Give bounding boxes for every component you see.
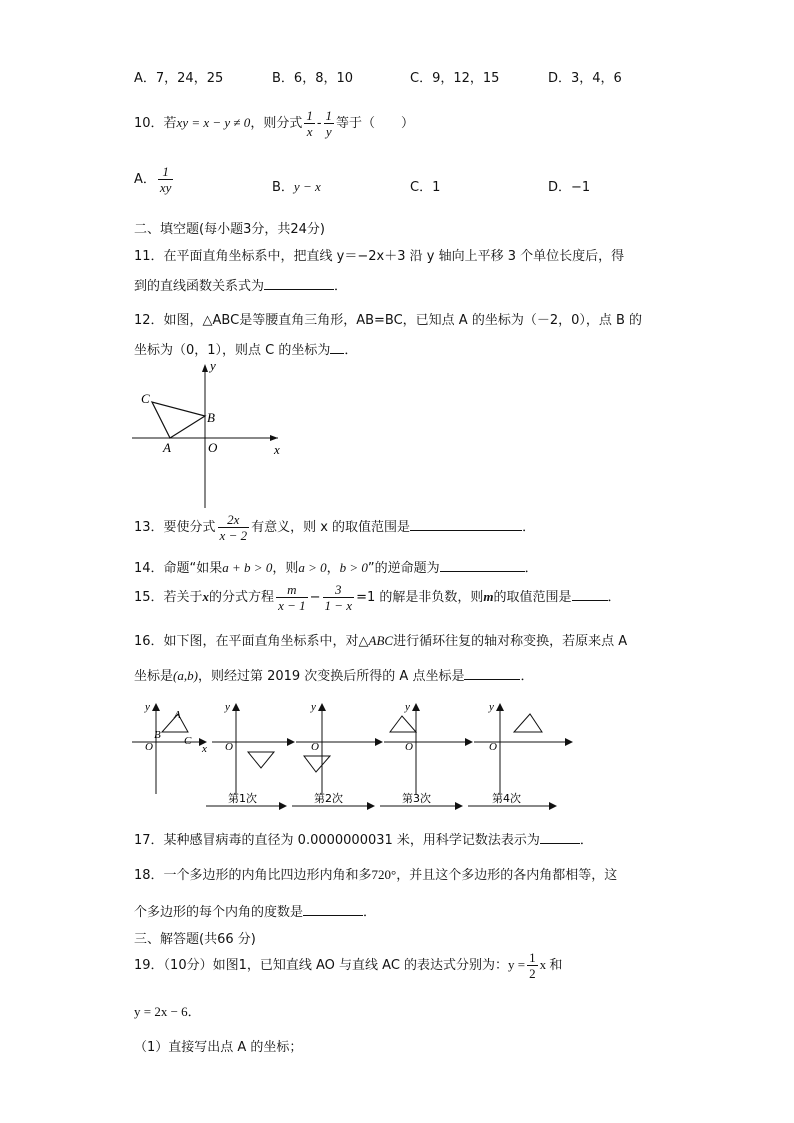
q16-panel-2: [212, 701, 294, 794]
q10-option-a: A． $\frac{1}{xy}$: [134, 164, 172, 195]
q12-triangle: [152, 402, 205, 438]
q19-subquestion-1: （1）直接写出点 A 的坐标；: [134, 1040, 303, 1055]
q12-label-a: A: [163, 440, 171, 455]
svg-text:A: A: [174, 709, 181, 721]
q12-line2: 坐标为（0，1），则点 C 的坐标为 ．: [134, 343, 358, 358]
step-4-label: 第4次: [492, 792, 521, 805]
q16-panel-5: [474, 701, 572, 794]
q12-y-arrow-icon: [202, 364, 208, 372]
q14-answer-blank[interactable]: [440, 559, 525, 572]
q14: 14．命题“如果a + b > 0，则a > 0，b > 0”的逆命题为 ．: [134, 560, 538, 576]
q12-label-b: B: [207, 410, 215, 425]
svg-text:y: y: [311, 701, 316, 713]
q17: 17．某种感冒病毒的直径为 0.0000000031 米，用科学记数法表示为 ．: [134, 833, 593, 848]
svg-text:y: y: [489, 701, 494, 713]
svg-text:B: B: [154, 729, 161, 741]
q16-panel-original: [132, 701, 207, 794]
q10-option-b: B．y − x: [272, 179, 321, 195]
q10-option-c: C．1: [410, 180, 441, 195]
q12-label-x: x: [274, 442, 280, 457]
svg-text:y: y: [225, 701, 230, 713]
svg-text:C: C: [184, 735, 192, 747]
q16-line2: 坐标是(a,b)，则经过第 2019 次变换后所得的 A 点坐标是 ．: [134, 668, 534, 684]
step-3-label: 第3次: [402, 792, 431, 805]
svg-text:y: y: [145, 701, 150, 713]
svg-text:O: O: [405, 741, 413, 753]
q18-line2: 个多边形的每个内角的度数是 ．: [134, 905, 377, 920]
q12-answer-blank[interactable]: [330, 341, 344, 354]
q15: 15．若关于x的分式方程 $\frac{m}{x - 1}$ − $\frac{3}{1 - x}$ =1 的解是非负数，则m的取值范围是 ．: [134, 582, 621, 613]
q10-stem: [134, 108, 414, 139]
q16-triangle-4: [390, 716, 416, 732]
q17-answer-blank[interactable]: [540, 831, 580, 844]
q12-x-arrow-icon: [270, 435, 278, 441]
q9-option-d: D．3，4，6: [548, 71, 622, 86]
q11-answer-blank[interactable]: [264, 277, 334, 290]
svg-text:O: O: [311, 741, 319, 753]
q16-panel-4: [384, 701, 472, 794]
q16-panel-3: [296, 701, 382, 794]
q10-number: 10．若: [134, 116, 177, 131]
q18-answer-blank[interactable]: [303, 903, 363, 916]
q10-fraction-2: $\frac{1}{y}$: [325, 108, 333, 139]
svg-text:O: O: [145, 741, 153, 753]
q16-step-arrows: [206, 791, 556, 806]
svg-text:x: x: [202, 743, 207, 755]
q10-condition: xy = x − y ≠ 0: [176, 115, 251, 130]
q10-tail: 等于（ ）: [336, 116, 415, 131]
q12-line1: 12．如图，△ABC是等腰直角三角形，AB=BC，已知点 A 的坐标为（－2，0），点 B 的: [134, 313, 643, 328]
svg-text:O: O: [489, 741, 497, 753]
q16-figure: [128, 698, 578, 816]
q11-line1: 11．在平面直角坐标系中，把直线 y＝−2x＋3 沿 y 轴向上平移 3 个单位长度后，得: [134, 249, 625, 264]
q16-triangle-2: [248, 752, 274, 768]
section-fill-in-title: 二、填空题(每小题3分，共24分): [134, 222, 325, 237]
step-1-label: 第1次: [228, 792, 257, 805]
q12-label-y: y: [210, 360, 216, 373]
q16-triangle-5: [514, 714, 542, 732]
q16-line1: 16．如下图，在平面直角坐标系中，对△ABC进行循环往复的轴对称变换，若原来点 A: [134, 633, 628, 649]
q9-option-b: B．6，8，10: [272, 71, 354, 86]
svg-text:O: O: [225, 741, 233, 753]
q19-line2: y = 2x − 6．: [134, 1004, 201, 1020]
q19-stem: 19．（10分）如图1，已知直线 AO 与直线 AC 的表达式分别为：y = $\frac{1}{2}$ x 和: [134, 950, 563, 981]
q13: 13．要使分式 $\frac{2x}{x - 2}$ 有意义，则 x 的取值范围是 ．: [134, 512, 536, 543]
q9-option-c: C．9，12，15: [410, 71, 500, 86]
q12-figure: [128, 360, 288, 510]
q11-line2: 到的直线函数关系式为 ．: [134, 279, 348, 294]
svg-text:y: y: [405, 701, 410, 713]
q16-answer-blank[interactable]: [464, 667, 520, 680]
q10-option-d: D．−1: [548, 180, 591, 195]
step-2-label: 第2次: [314, 792, 343, 805]
q10-minus: -: [316, 116, 322, 131]
q12-label-o: O: [208, 440, 218, 455]
section-solve-title: 三、解答题(共66 分): [134, 932, 256, 947]
q18-line1: 18．一个多边形的内角比四边形内角和多720°，并且这个多边形的各内角都相等，这: [134, 867, 618, 883]
q15-answer-blank[interactable]: [572, 588, 608, 601]
q12-label-c: C: [141, 391, 150, 406]
q13-answer-blank[interactable]: [410, 518, 522, 531]
q16-triangle-3: [304, 756, 330, 772]
q10-fraction-1: $\frac{1}{x}$: [306, 108, 313, 139]
q10-text: ，则分式: [250, 116, 303, 131]
q9-option-a: A．7，24，25: [134, 71, 224, 86]
